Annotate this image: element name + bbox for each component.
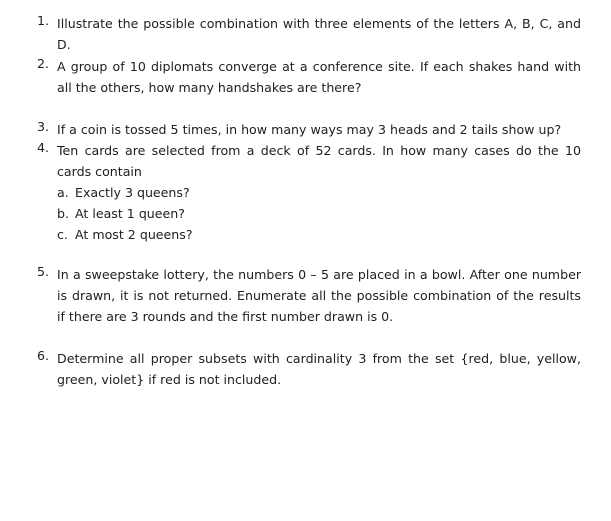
sub-question-text: At least 1 queen? (75, 206, 185, 221)
question-number: 5. (37, 264, 50, 279)
question-text: Ten cards are selected from a deck of 52 cards. In how many cases do the 10 cards contain (57, 143, 581, 179)
question-text: A group of 10 diplomats converge at a conference site. If each shakes hand with all the others, how many handshakes are there? (57, 59, 581, 95)
question-text: Illustrate the possible combination with three elements of the letters A, B, C, and D. (57, 16, 581, 52)
sub-question-c (57, 224, 581, 245)
sub-question-b (57, 203, 581, 224)
sub-question-a (57, 182, 581, 203)
question-5 (37, 264, 581, 327)
sub-question-text: Exactly 3 queens? (75, 185, 190, 200)
question-6 (37, 348, 581, 390)
question-number: 3. (37, 119, 50, 134)
question-number: 2. (37, 56, 50, 71)
question-text: Determine all proper subsets with cardinality 3 from the set {red, blue, yellow, green, violet} if red is not included. (57, 351, 581, 387)
question-2 (37, 56, 581, 98)
sub-question-letter: b. (57, 206, 69, 221)
question-4 (37, 140, 581, 245)
question-text: If a coin is tossed 5 times, in how many ways may 3 heads and 2 tails show up? (57, 122, 562, 137)
question-1 (37, 13, 581, 55)
question-number: 6. (37, 348, 50, 363)
question-number: 4. (37, 140, 50, 155)
sub-question-letter: a. (57, 185, 69, 200)
sub-question-list (57, 182, 581, 245)
sub-question-letter: c. (57, 227, 68, 242)
question-text: In a sweepstake lottery, the numbers 0 – 5 are placed in a bowl. After one number is drawn, it is not returned. Enumerate all the possible combination of the results if there are 3 rounds and the first number drawn is 0. (57, 267, 581, 324)
question-3 (37, 119, 581, 140)
sub-question-text: At most 2 queens? (75, 227, 193, 242)
question-number: 1. (37, 13, 50, 28)
